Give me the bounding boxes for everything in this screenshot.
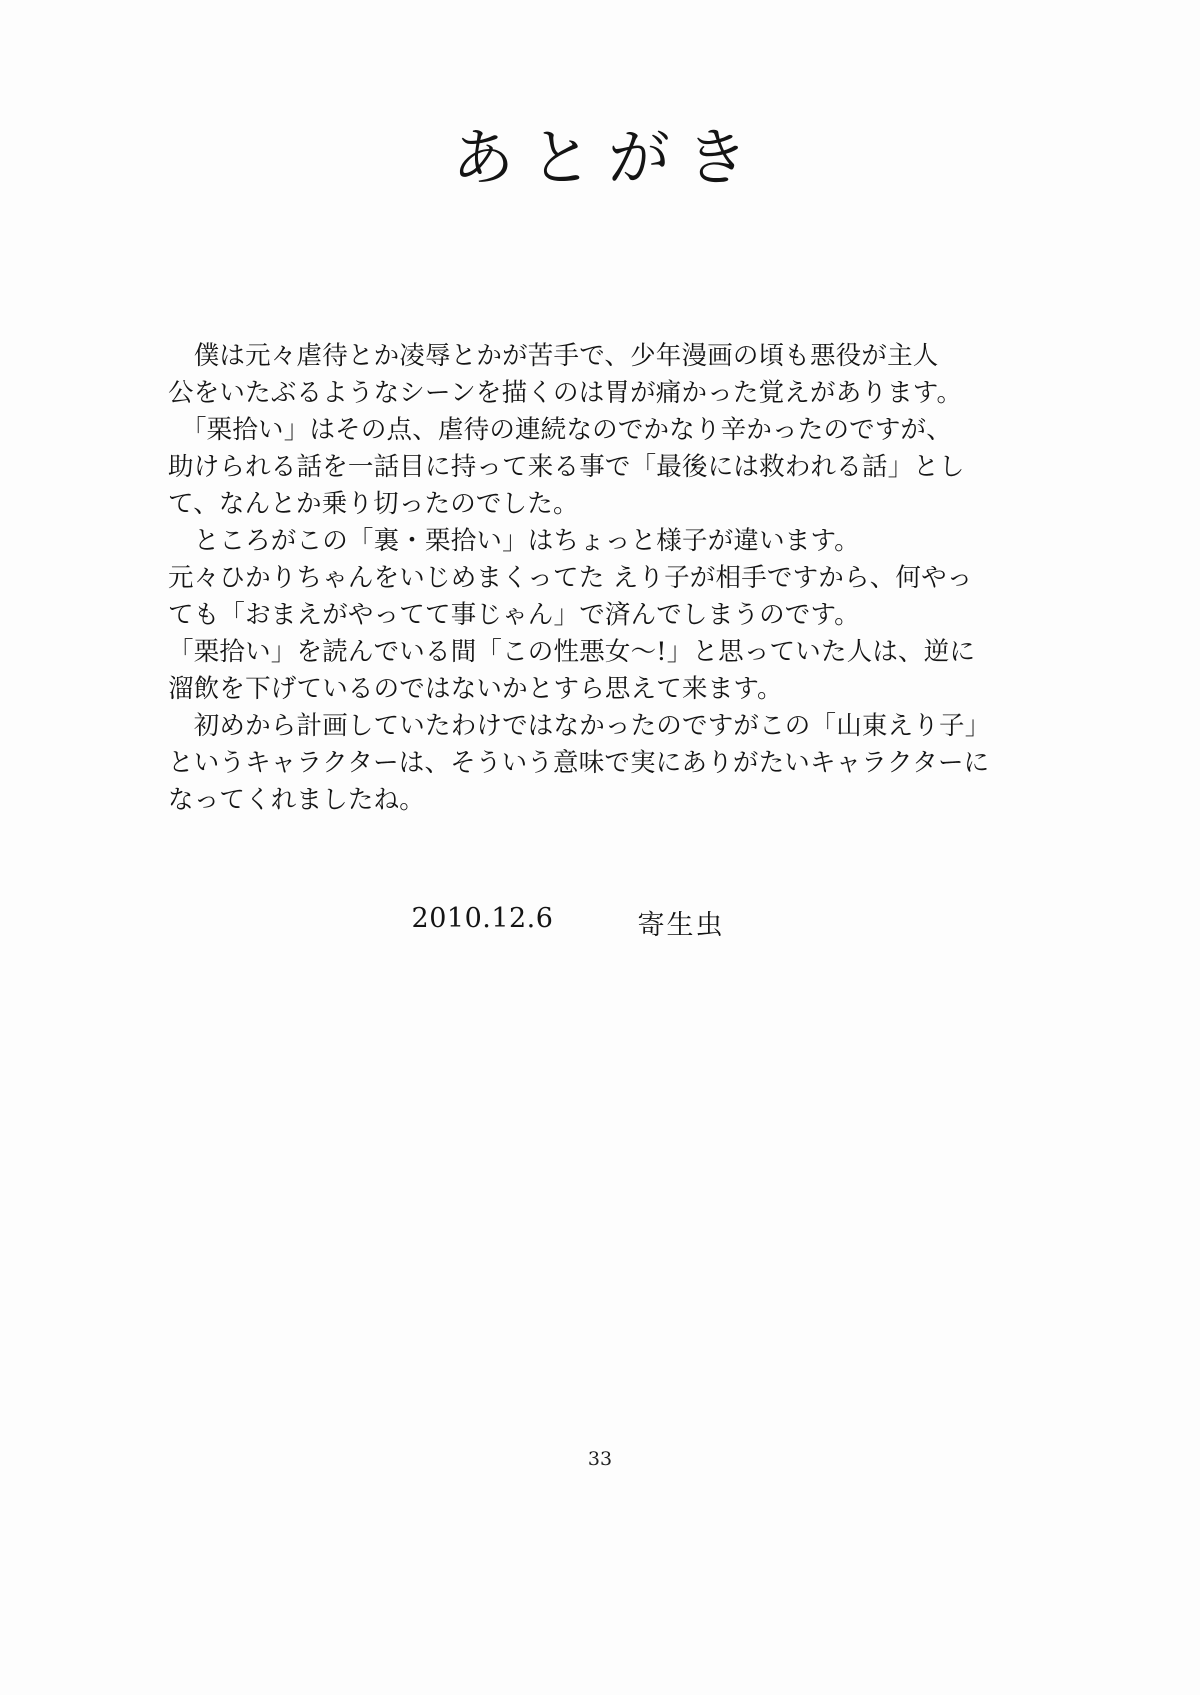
page-title: あとがき bbox=[451, 121, 764, 194]
paragraph-line: て、なんとか乗り切ったのでした。 bbox=[168, 489, 579, 519]
paragraph-line: 助けられる話を一話目に持って来る事で「最後には救われる話」とし bbox=[168, 452, 965, 482]
paragraph-line: 元々ひかりちゃんをいじめまくってた えり子が相手ですから、何やっ bbox=[168, 563, 973, 593]
paragraph-line: 初めから計画していたわけではなかったのですがこの「山東えり子」 bbox=[168, 711, 991, 741]
paragraph-line: ところがこの「裏・栗拾い」はちょっと様子が違います。 bbox=[168, 526, 860, 556]
afterword-paragraph-1 bbox=[168, 338, 968, 523]
signature-block bbox=[168, 903, 968, 942]
paragraph-line: 「栗拾い」はその点、虐待の連続なのでかなり辛かったのですが、 bbox=[168, 415, 952, 445]
paragraph-line: 公をいたぶるようなシーンを描くのは胃が痛かった覚えがあります。 bbox=[168, 378, 963, 408]
afterword-paragraph-2 bbox=[168, 523, 991, 819]
signature-author: 寄生虫 bbox=[637, 910, 725, 941]
paragraph-line: ても「おまえがやってて事じゃん」で済んでしまうのです。 bbox=[168, 600, 860, 630]
signature-date: 2010.12.6 bbox=[411, 903, 554, 934]
paragraph-line: というキャラクターは、そういう意味で実にありがたいキャラクターに bbox=[168, 748, 990, 778]
paragraph-line: 溜飲を下げているのではないかとすら思えて来ます。 bbox=[168, 674, 783, 704]
paragraph-line: 「栗拾い」を読んでいる間「この性悪女〜!」と思っていた人は、逆に bbox=[168, 637, 976, 667]
paragraph-line: なってくれましたね。 bbox=[168, 785, 426, 815]
page-number: 33 bbox=[587, 1448, 613, 1470]
paragraph-line: 僕は元々虐待とか凌辱とかが苦手で、少年漫画の頃も悪役が主人 bbox=[168, 341, 939, 371]
